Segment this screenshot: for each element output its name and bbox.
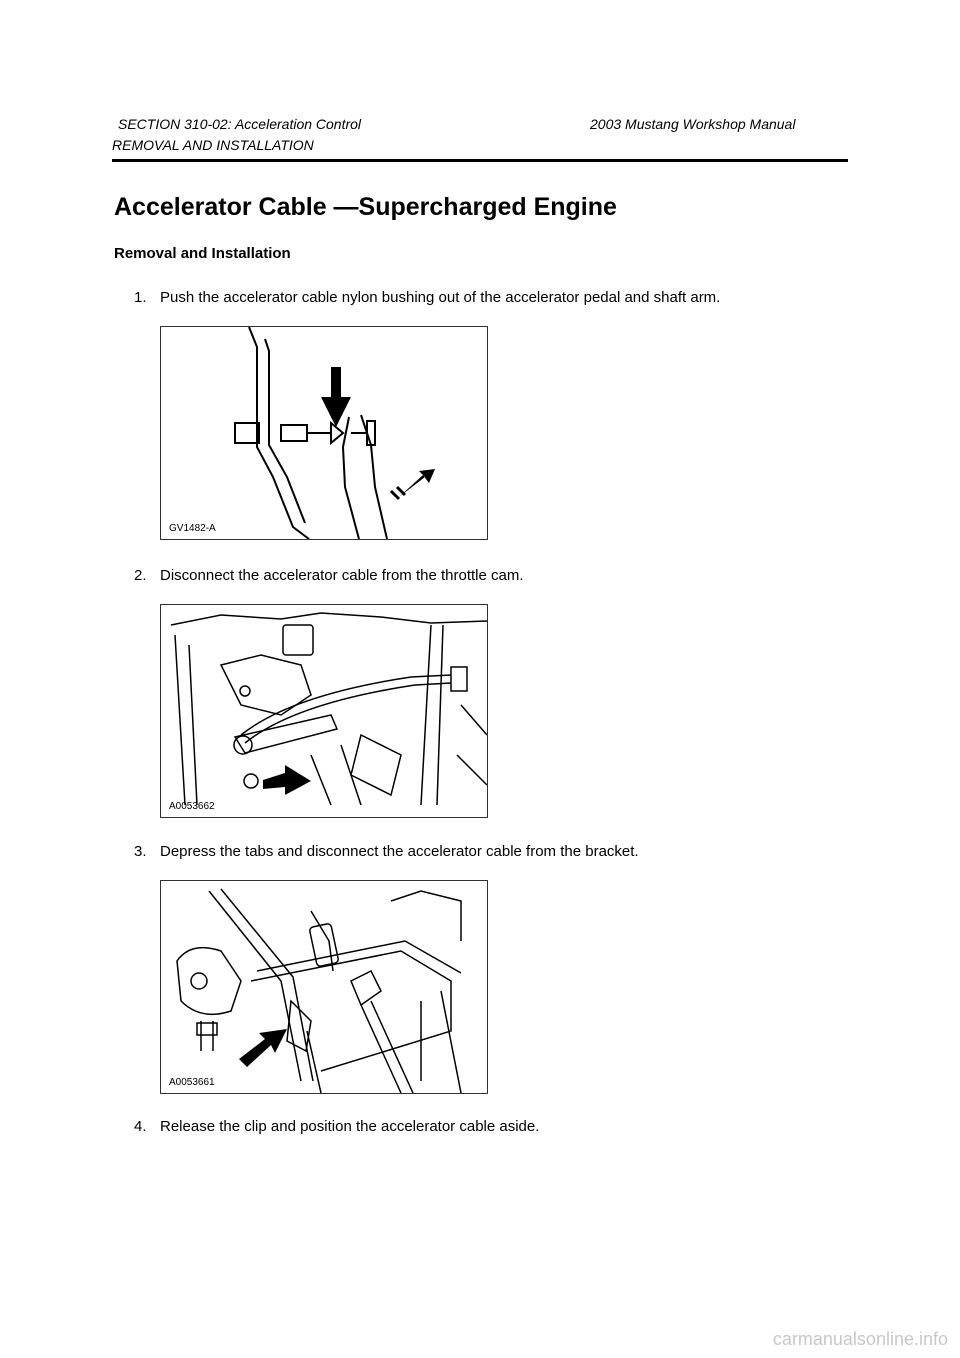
step-text: Disconnect the accelerator cable from the throttle cam. <box>160 567 524 584</box>
figure-label: A0053661 <box>169 1077 215 1088</box>
section-subtitle: Removal and Installation <box>114 245 291 262</box>
figure-pedal-bushing <box>160 326 488 540</box>
figure-label: GV1482-A <box>169 523 216 534</box>
header-manual-title: 2003 Mustang Workshop Manual <box>590 116 796 132</box>
step-number: 3. <box>134 843 147 860</box>
step-4 <box>134 1118 539 1135</box>
step-text: Depress the tabs and disconnect the accelerator cable from the bracket. <box>160 843 639 860</box>
step-number: 1. <box>134 289 147 306</box>
header-section: SECTION 310-02: Acceleration Control <box>118 116 362 132</box>
step-number: 4. <box>134 1118 147 1135</box>
header-subsection: REMOVAL AND INSTALLATION <box>112 137 314 153</box>
figure-throttle-cam <box>160 604 488 818</box>
step-2 <box>134 567 524 584</box>
watermark: carmanualsonline.info <box>772 1329 948 1349</box>
step-1 <box>134 289 720 306</box>
figure-label: A0053662 <box>169 801 215 812</box>
page-title: Accelerator Cable —Supercharged Engine <box>114 193 617 221</box>
step-text: Release the clip and position the accelerator cable aside. <box>160 1118 540 1135</box>
step-3 <box>134 843 639 860</box>
header-rule <box>112 159 848 162</box>
step-text: Push the accelerator cable nylon bushing out of the accelerator pedal and shaft arm. <box>160 289 721 306</box>
figure-cable-bracket <box>160 880 488 1094</box>
step-number: 2. <box>134 567 147 584</box>
